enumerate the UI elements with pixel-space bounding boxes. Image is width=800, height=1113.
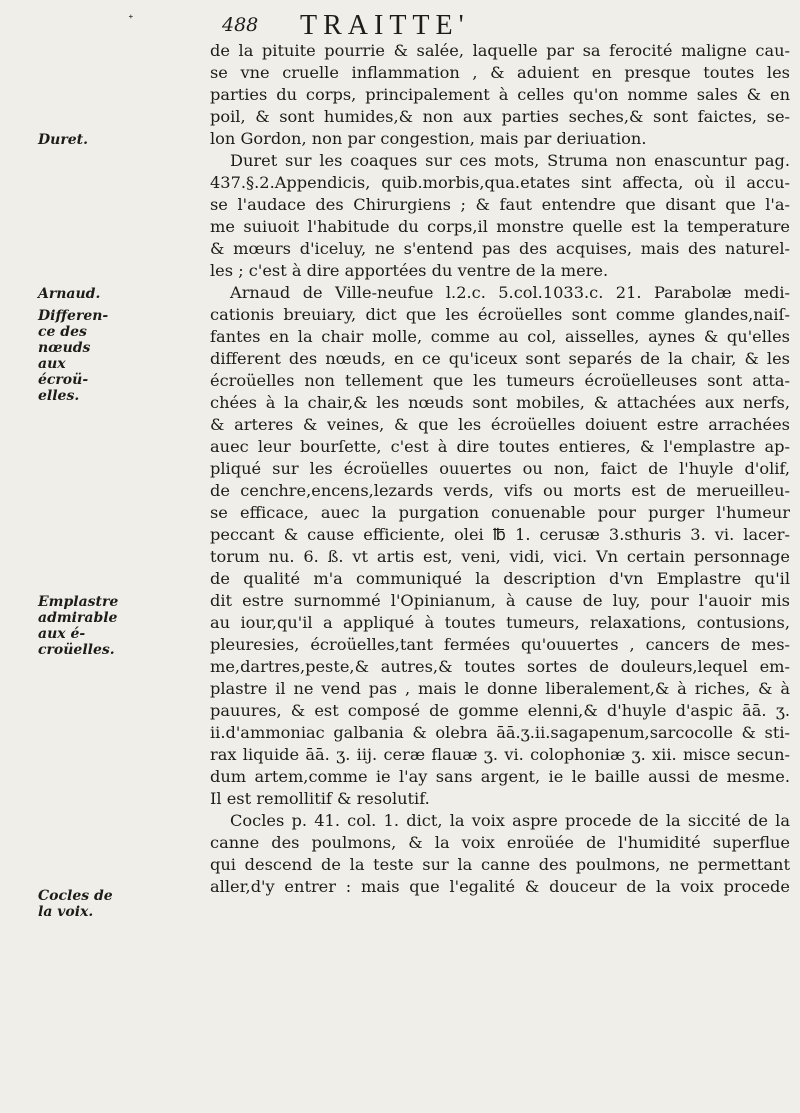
text-line: torum nu. 6. ß. vt artis est, veni, vidi, vici. Vn certain personnage [210, 547, 790, 566]
text-line: dit estre surnommé l'Opinianum, à cause de luy, pour l'auoir mis [210, 591, 790, 610]
text-line: pleuresies, écroüelles,tant fermées qu'ouuertes , cancers de mes- [210, 635, 790, 654]
text-line: Arnaud de Ville-neufue l.2.c. 5.col.1033.c. 21. Parabolæ medi- [230, 283, 790, 302]
main-text-block [210, 40, 790, 898]
text-line: different des nœuds, en ce qu'iceux sont separés de la chair, & les [210, 349, 790, 368]
margin-note-cocles: Cocles de la voix. [38, 888, 113, 920]
corner-mark: ᐩ [128, 12, 134, 28]
text-line: qui descend de la teste sur la canne des poulmons, ne permettant [210, 855, 790, 874]
text-line: plastre il ne vend pas , mais le donne liberalement,& à riches, & à [210, 679, 790, 698]
text-line: & mœurs d'iceluy, ne s'entend pas des acquises, mais des naturel- [210, 239, 790, 258]
text-line: pauures, & est composé de gomme elenni,& d'huyle d'aspic āā. ʒ. [210, 701, 790, 720]
text-line: fantes en la chair molle, comme au col, aisselles, aynes & qu'elles [210, 327, 790, 346]
text-line: me suiuoit l'habitude du corps,il monstre quelle est la temperature [210, 217, 790, 236]
text-line: se l'audace des Chirurgiens ; & faut entendre que disant que l'a- [210, 195, 790, 214]
text-line: pliqué sur les écroüelles ouuertes ou non, faict de l'huyle d'olif, [210, 459, 790, 478]
text-line: de cenchre,encens,lezards verds, vifs ou morts est de merueilleu- [210, 481, 790, 500]
margin-note-differences: Differen-ce des nœuds aux écroü-elles. [38, 308, 109, 404]
text-line: lon Gordon, non par congestion, mais par deriuation. [210, 129, 647, 148]
text-line: cationis breuiary, dict que les écroüelles sont comme glandes,naiſ- [210, 305, 790, 324]
text-line: auec leur bourſette, c'est à dire toutes entieres, & l'emplastre ap- [210, 437, 790, 456]
text-line: aller,d'y entrer : mais que l'egalité & douceur de la voix procede [210, 877, 790, 896]
text-line: poil, & sont humides,& non aux parties seches,& sont faictes, se- [210, 107, 790, 126]
text-line: de la pituite pourrie & salée, laquelle par sa ferocité maligne cau- [210, 41, 790, 60]
text-line: Cocles p. 41. col. 1. dict, la voix aspre procede de la siccité de la [230, 811, 790, 830]
text-line: 437.§.2.Appendicis, quib.morbis,qua.etates sint affecta, où il accu- [210, 173, 790, 192]
text-line: Il est remollitif & resolutif. [210, 789, 430, 808]
margin-note-arnaud: Arnaud. [38, 286, 101, 302]
text-line: dum artem,comme ie l'ay sans argent, ie le baille aussi de mesme. [210, 767, 790, 786]
text-line: Duret sur les coaques sur ces mots, Struma non enascuntur pag. [230, 151, 790, 170]
margin-note-emplastre: Emplastre admirable aux é-croüelles. [38, 594, 119, 658]
text-line: peccant & cause efficiente, olei ℔ 1. cerusæ 3.sthuris 3. vi. lacer- [210, 525, 790, 544]
text-line: les ; c'est à dire apportées du ventre de la mere. [210, 261, 609, 280]
text-line: de qualité m'a communiqué la description d'vn Emplastre qu'il [210, 569, 790, 588]
text-line: au iour,qu'il a appliqué à toutes tumeurs, relaxations, contusions, [210, 613, 790, 632]
text-line: rax liquide āā. ʒ. iij. ceræ flauæ ʒ. vi. colophoniæ ʒ. xii. misce secun- [210, 745, 790, 764]
text-line: me,dartres,peste,& autres,& toutes sortes de douleurs,lequel em- [210, 657, 790, 676]
text-line: écroüelles non tellement que les tumeurs écroüelleuses sont atta- [210, 371, 790, 390]
text-line: se efficace, auec la purgation conuenable pour purger l'humeur [210, 503, 790, 522]
text-line: canne des poulmons, & la voix enroüée de l'humidité superflue [210, 833, 790, 852]
text-line: se vne cruelle inflammation , & aduient en presque toutes les [210, 63, 790, 82]
text-line: chées à la chair,& les nœuds sont mobiles, & attachées aux nerfs, [210, 393, 790, 412]
text-line: parties du corps, principalement à celles qu'on nomme sales & en [210, 85, 790, 104]
text-line: ii.d'ammoniac galbania & olebra āā.ʒ.ii.sagapenum,sarcocolle & sti- [210, 723, 790, 742]
running-title: TRAITTE' [300, 10, 470, 41]
margin-note-duret: Duret. [38, 132, 88, 148]
text-line: & arteres & veines, & que les écroüelles doiuent estre arrachées [210, 415, 790, 434]
page-number: 488 [222, 14, 259, 36]
